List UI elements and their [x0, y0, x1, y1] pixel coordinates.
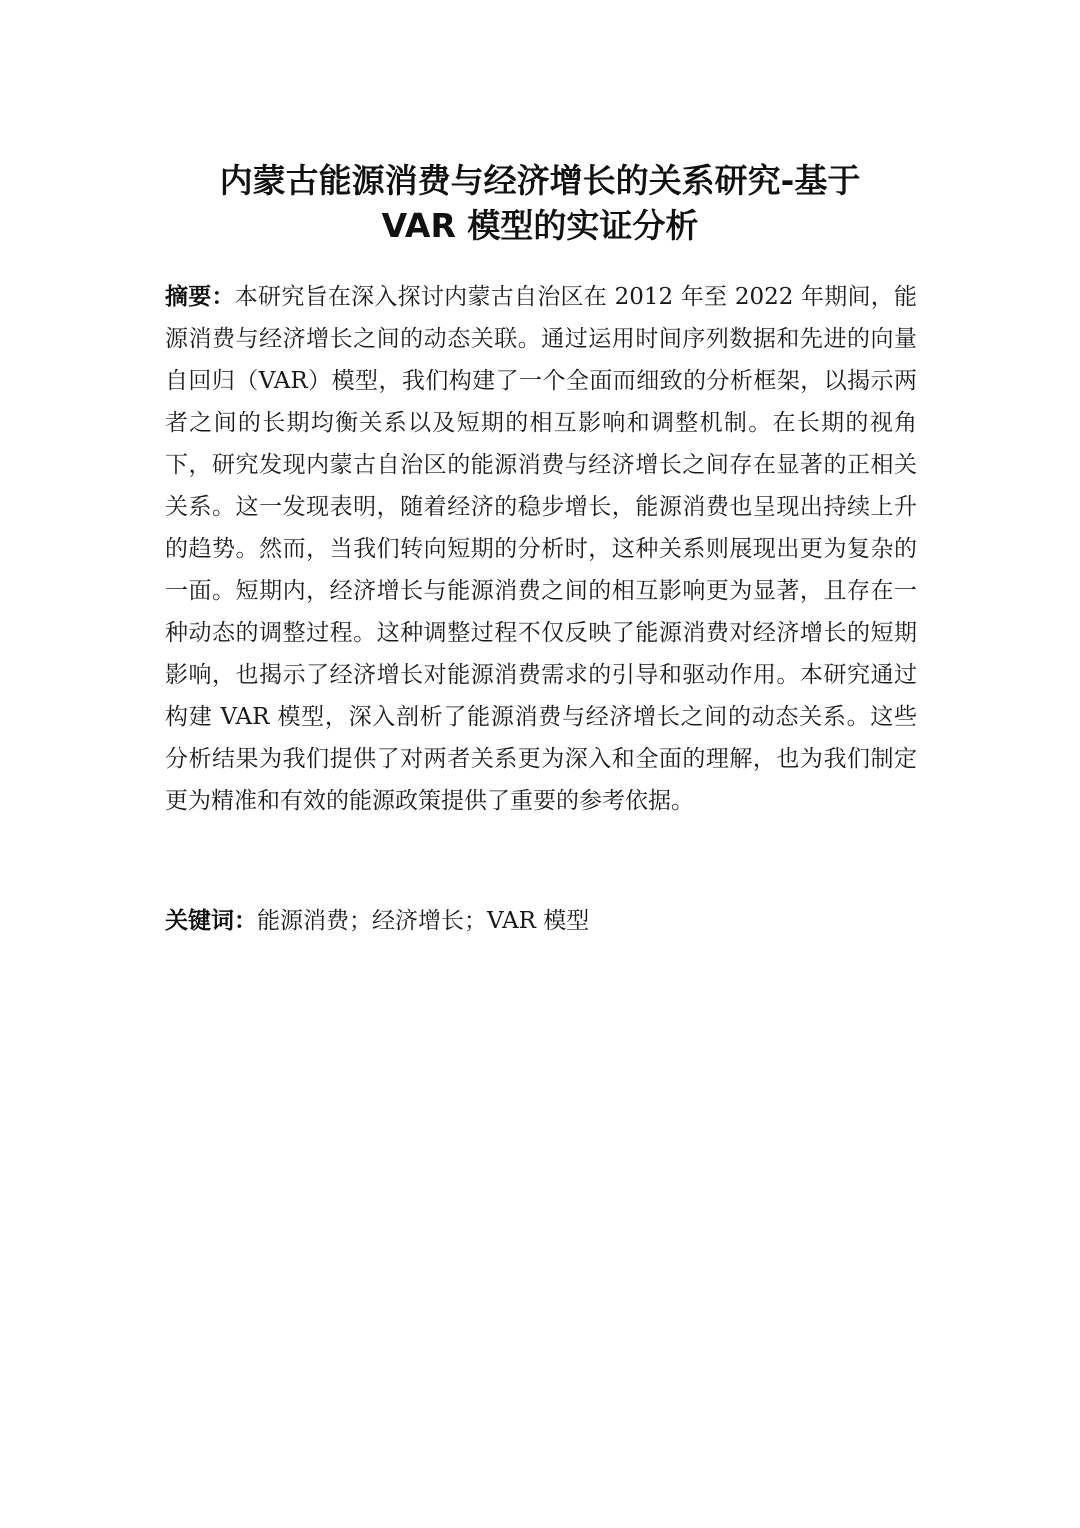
keywords-label: 关键词： — [165, 908, 257, 934]
paper-title-line-2: VAR 模型的实证分析 — [381, 206, 699, 245]
keywords-line — [165, 900, 917, 942]
paper-title-line-1: 内蒙古能源消费与经济增长的关系研究-基于 — [219, 161, 861, 200]
abstract-text: 本研究旨在深入探讨内蒙古自治区在 2012 年至 2022 年期间，能源消费与经济增长之间的动态关联。通过运用时间序列数据和先进的向量自回归（VAR）模型，我们构建了一个全面而细致的分析框架，以揭示两者之间的长期均衡关系以及短期的相互影响和调整机制。在长期的视角下，研究发现内蒙古自治区的能源消费与经济增长之间存在显著的正相关关系。这一发现表明，随着经济的稳步增长，能源消费也呈现出持续上升的趋势。然而，当我们转向短期的分析时，这种关系则展现出更为复杂的一面。短期内，经济增长与能源消费之间的相互影响更为显著，且存在一种动态的调整过程。这种调整过程不仅反映了能源消费对经济增长的短期影响，也揭示了经济增长对能源消费需求的引导和驱动作用。本研究通过构建 VAR 模型，深入剖析了能源消费与经济增长之间的动态关系。这些分析结果为我们提供了对两者关系更为深入和全面的理解，也为我们制定更为精准和有效的能源政策提供了重要的参考依据。 — [165, 284, 917, 814]
abstract-paragraph — [165, 276, 917, 822]
keywords-text: 能源消费；经济增长；VAR 模型 — [257, 908, 590, 934]
abstract-label: 摘要： — [165, 284, 235, 310]
paper-title — [150, 158, 930, 248]
